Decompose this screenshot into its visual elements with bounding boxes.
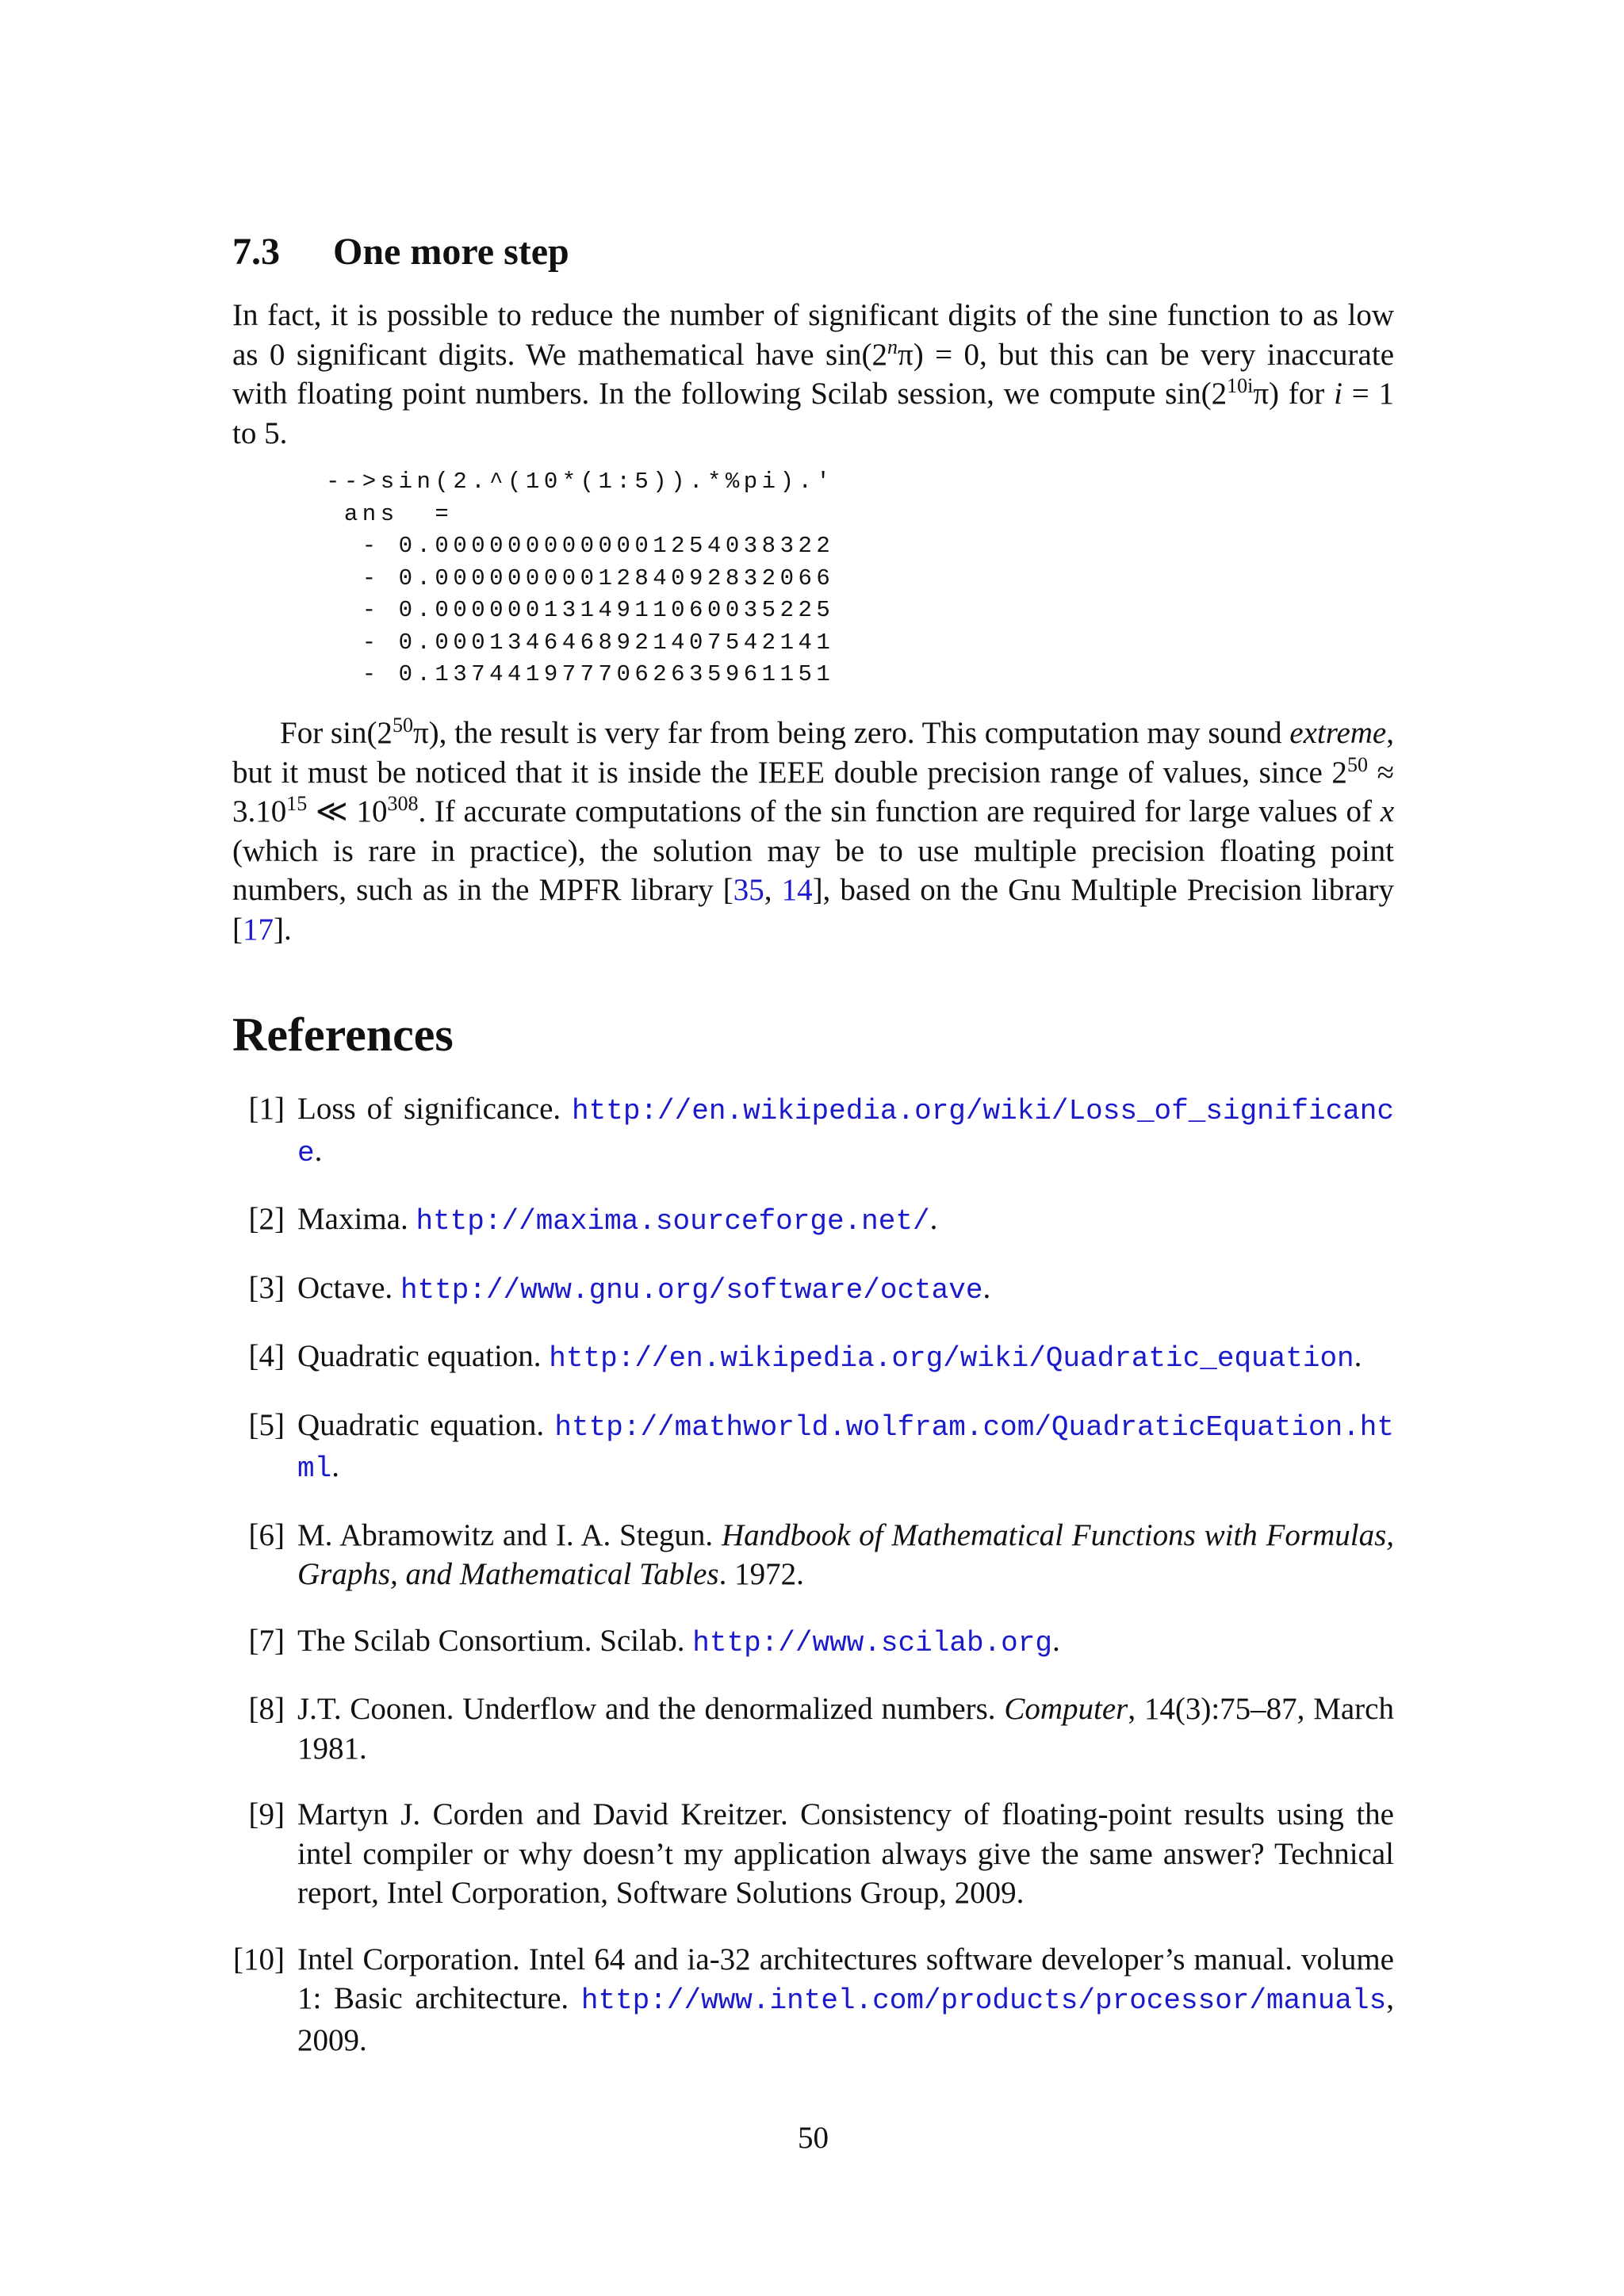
text-run: π), the result is very far from being zero. This computation may sound	[412, 716, 1290, 750]
references-heading: References	[232, 1008, 454, 1061]
reference-item	[232, 1406, 1394, 1489]
intro-paragraph	[232, 296, 1394, 453]
reference-list	[232, 1089, 1394, 2087]
scilab-code-block	[326, 466, 834, 691]
superscript: 15	[286, 792, 308, 815]
reference-item	[232, 1200, 1394, 1242]
reference-text: Maxima.	[297, 1202, 416, 1236]
text-run: ].	[274, 912, 292, 947]
superscript: 308	[387, 792, 419, 815]
code-line: - 0.0000000001284092832066	[326, 564, 835, 591]
reference-title: Computer	[1004, 1692, 1128, 1726]
reference-label: [9]	[248, 1797, 285, 1831]
text-run: = 1 to 5.	[232, 377, 1394, 450]
reference-text: , 14(3):75–87, March 1981.	[297, 1692, 1394, 1766]
reference-text: .	[1354, 1339, 1362, 1373]
citation-link[interactable]: 35	[733, 873, 764, 907]
reference-text: .	[929, 1202, 938, 1236]
reference-url-link[interactable]: http://www.scilab.org	[692, 1626, 1052, 1659]
reference-text: Quadratic equation.	[297, 1407, 555, 1442]
text-run: π) = 0, but this can be very inaccurate with floating point numbers. In the following Scilab session, we compute sin(2	[232, 337, 1394, 411]
reference-item	[232, 1621, 1394, 1663]
code-line: - 0.1374419777062635961151	[326, 661, 835, 687]
reference-text: .	[982, 1270, 991, 1305]
reference-text: Loss of significance.	[297, 1092, 573, 1126]
reference-label: [2]	[248, 1202, 285, 1236]
reference-text: Quadratic equation.	[297, 1339, 550, 1373]
reference-label: [1]	[248, 1092, 285, 1126]
reference-text: . 1972.	[718, 1557, 804, 1591]
text-run: , but it must be noticed that it is inside the IEEE double precision range of values, since 2	[232, 716, 1394, 790]
reference-label: [8]	[248, 1692, 285, 1726]
text-run: For sin(2	[280, 716, 393, 750]
reference-item	[232, 1269, 1394, 1311]
reference-label: [5]	[248, 1407, 285, 1442]
reference-text: The Scilab Consortium. Scilab.	[297, 1623, 693, 1658]
superscript: n	[887, 335, 898, 358]
section-number: 7.3	[232, 231, 280, 273]
document-page	[232, 0, 1394, 2296]
reference-text: .	[314, 1133, 323, 1168]
reference-text: .	[1051, 1623, 1060, 1658]
citation-link[interactable]: 17	[243, 912, 274, 947]
reference-label: [7]	[248, 1623, 285, 1658]
discussion-paragraph	[232, 714, 1394, 949]
math-variable: x	[1380, 794, 1394, 828]
superscript: 50	[392, 714, 413, 737]
code-line: ans =	[326, 500, 454, 527]
reference-text: Intel Corporation. Intel 64 and ia-32 architectures software developer’s manual. volume 1: Basic architecture.	[297, 1942, 1394, 2015]
reference-label: [3]	[248, 1270, 285, 1305]
citation-link[interactable]: 14	[781, 873, 813, 907]
section-heading	[232, 227, 569, 277]
code-line: - 0.0001346468921407542141	[326, 629, 835, 656]
text-run: (which is rare in practice), the solution may be to use multiple precision floating point numbers, such as in the MPFR library [	[232, 833, 1394, 907]
reference-item	[232, 1337, 1394, 1379]
superscript: 50	[1346, 752, 1368, 776]
reference-label: [10]	[233, 1942, 285, 1976]
reference-item	[232, 1689, 1394, 1768]
reference-text: Octave.	[297, 1270, 400, 1305]
reference-item	[232, 1516, 1394, 1594]
reference-text: Martyn J. Corden and David Kreitzer. Consistency of floating-point results using the intel compiler or why doesn’t my application always give the same answer? Technical report, Intel Corporation, Software Solutions Group, 2009.	[297, 1797, 1394, 1910]
text-run: ≪ 10	[307, 794, 388, 828]
reference-url-link[interactable]: http://en.wikipedia.org/wiki/Loss_of_significance	[297, 1095, 1394, 1169]
code-line: - 0.0000000000001254038322	[326, 533, 835, 559]
reference-url-link[interactable]: http://maxima.sourceforge.net/	[416, 1205, 930, 1238]
reference-text: M. Abramowitz and I. A. Stegun.	[297, 1517, 722, 1552]
text-run: ], based on the Gnu Multiple Precision library [	[232, 873, 1395, 947]
reference-label: [6]	[248, 1517, 285, 1552]
section-title: One more step	[333, 231, 569, 273]
reference-text: J.T. Coonen. Underflow and the denormalized numbers.	[297, 1692, 1005, 1726]
reference-url-link[interactable]: http://mathworld.wolfram.com/QuadraticEquation.html	[297, 1410, 1394, 1485]
reference-item	[232, 1089, 1394, 1173]
reference-item	[232, 1940, 1394, 2061]
reference-url-link[interactable]: http://www.gnu.org/software/octave	[400, 1273, 983, 1307]
superscript: 10i	[1227, 374, 1254, 397]
reference-url-link[interactable]: http://www.intel.com/products/processor/manuals	[580, 1984, 1387, 2017]
code-line: - 0.0000001314911060035225	[326, 597, 835, 623]
reference-item	[232, 1795, 1394, 1913]
reference-text: .	[331, 1449, 339, 1483]
reference-text: , 2009.	[297, 1981, 1394, 2057]
reference-url-link[interactable]: http://en.wikipedia.org/wiki/Quadratic_equation	[549, 1342, 1354, 1375]
text-run: π) for	[1253, 377, 1335, 411]
math-variable: i	[1334, 377, 1342, 411]
page-number: 50	[798, 2121, 829, 2155]
code-line: -->sin(2.^(10*(1:5)).*%pi).'	[326, 469, 835, 495]
reference-label: [4]	[248, 1339, 285, 1373]
text-run: . If accurate computations of the sin function are required for large values of	[418, 794, 1381, 828]
reference-title: Handbook of Mathematical Functions with Formulas, Graphs, and Mathematical Tables	[297, 1517, 1394, 1591]
text-run: ≈ 3.10	[232, 755, 1395, 828]
emphasis: extreme	[1289, 716, 1387, 750]
text-run: In fact, it is possible to reduce the number of significant digits of the sine function to as low as 0 significant digits. We mathematical have sin(2	[232, 298, 1394, 372]
text-run: ,	[764, 873, 782, 907]
